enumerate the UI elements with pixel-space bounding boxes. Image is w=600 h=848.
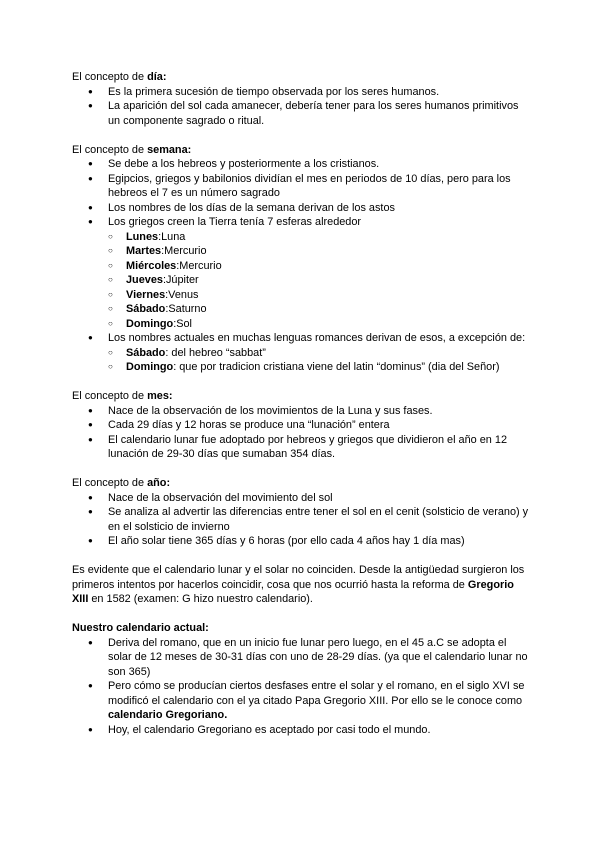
section-dia bbox=[72, 70, 532, 128]
section-heading bbox=[72, 70, 532, 85]
sub-list-days bbox=[72, 230, 532, 332]
heading-term: día: bbox=[147, 71, 167, 83]
bullet-list bbox=[72, 404, 532, 462]
paragraph-text: en 1582 (examen: G hizo nuestro calendario). bbox=[88, 593, 313, 605]
list-item: ● Deriva del romano, que en un inicio fue lunar pero luego, en el 45 a.C se adopta el solar de 12 meses de 30-31 días con uno de 28-29 días. (ya que el calendario lunar no son 365) bbox=[72, 636, 532, 680]
sub-list-exceptions bbox=[72, 346, 532, 375]
list-item: ● Cada 29 días y 12 horas se produce una “lunación” entera bbox=[72, 418, 532, 433]
day-name: Domingo bbox=[126, 361, 174, 373]
heading-term: mes: bbox=[147, 390, 173, 402]
day-star: :Júpiter bbox=[162, 274, 199, 286]
list-item: ● El calendario lunar fue adoptado por hebreos y griegos que dividieron el año en 12 lunación de 29-30 días que sumaban 354 días. bbox=[72, 433, 532, 462]
item-text: Pero cómo se producían ciertos desfases entre el solar y el romano, en el siglo XVI se modificó el calendario con el ya citado Papa Gregorio XIII. Por ello se le conoce como bbox=[108, 680, 525, 707]
list-item: ● Nace de la observación del movimiento del sol bbox=[72, 491, 532, 506]
sub-list-item bbox=[72, 302, 532, 317]
day-name: Miércoles bbox=[126, 259, 177, 272]
day-name: Viernes bbox=[126, 288, 166, 301]
day-star: :Sol bbox=[173, 317, 192, 330]
exception-text: : del hebreo “sabbat” bbox=[165, 346, 266, 359]
bullet-list bbox=[72, 636, 532, 738]
heading-term: semana: bbox=[147, 143, 192, 156]
list-item: ● Los griegos creen la Tierra tenía 7 esferas alrededor bbox=[72, 215, 532, 230]
day-star: :Luna bbox=[158, 230, 186, 243]
day-name: Jueves bbox=[126, 274, 163, 286]
section-ano bbox=[72, 476, 532, 549]
summary-paragraph bbox=[72, 563, 532, 607]
list-item: ● Egipcios, griegos y babilonios dividían el mes en periodos de 10 días, pero para los hebreos el 7 es un número sagrado bbox=[72, 172, 532, 201]
list-item: ● El año solar tiene 365 días y 6 horas (por ello cada 4 años hay 1 día mas) bbox=[72, 534, 532, 549]
list-item: ● Nace de la observación de los movimientos de la Luna y sus fases. bbox=[72, 404, 532, 419]
day-star: :Venus bbox=[165, 288, 199, 301]
sub-list-item bbox=[72, 259, 532, 274]
list-item: ● Es la primera sucesión de tiempo observada por los seres humanos. bbox=[72, 85, 532, 100]
exception-text: : que por tradicion cristiana viene del latin “dominus” (dia del Señor) bbox=[173, 361, 500, 373]
section-heading bbox=[72, 143, 532, 158]
day-name: Domingo bbox=[126, 317, 174, 330]
bullet-list bbox=[72, 157, 532, 230]
paragraph-bold: Gregorio XIII bbox=[72, 578, 514, 605]
heading-term: Nuestro calendario actual: bbox=[72, 622, 209, 634]
day-name: Lunes bbox=[126, 230, 159, 243]
section-mes bbox=[72, 389, 532, 462]
day-name: Martes bbox=[126, 245, 162, 257]
paragraph-text: Es evidente que el calendario lunar y el solar no coinciden. Desde la antigüedad surgieron los primeros intentos por hacerlos coincidir, cosa que nos ocurrió hasta la reforma de bbox=[72, 564, 525, 591]
day-name: Sábado bbox=[126, 303, 166, 315]
section-heading bbox=[72, 476, 532, 491]
sub-list-item bbox=[72, 244, 532, 259]
bullet-list bbox=[72, 491, 532, 549]
bullet-list bbox=[72, 331, 532, 346]
heading-term: año: bbox=[147, 477, 171, 489]
list-item: ● Los nombres actuales en muchas lenguas romances derivan de esos, a excepción de: bbox=[72, 331, 532, 346]
section-heading bbox=[72, 621, 532, 636]
list-item: ● La aparición del sol cada amanecer, debería tener para los seres humanos primitivos un componente sagrado o ritual. bbox=[72, 99, 532, 128]
sub-list-item bbox=[72, 288, 532, 303]
sub-list-item bbox=[72, 230, 532, 245]
day-star: :Mercurio bbox=[176, 259, 222, 272]
sub-list-item bbox=[72, 360, 532, 375]
sub-list-item bbox=[72, 273, 532, 288]
sub-list-item bbox=[72, 346, 532, 361]
heading-intro: El concepto de bbox=[72, 71, 148, 83]
list-item: ● Se analiza al advertir las diferencias entre tener el sol en el cenit (solsticio de verano) y en el solsticio de invierno bbox=[72, 505, 532, 534]
section-heading bbox=[72, 389, 532, 404]
list-item bbox=[72, 679, 532, 723]
bullet-list bbox=[72, 85, 532, 129]
day-star: :Mercurio bbox=[161, 245, 207, 257]
heading-intro: El concepto de bbox=[72, 390, 148, 402]
list-item: ● Hoy, el calendario Gregoriano es aceptado por casi todo el mundo. bbox=[72, 723, 532, 738]
day-name: Sábado bbox=[126, 346, 166, 359]
sub-list-item bbox=[72, 317, 532, 332]
list-item: ● Los nombres de los días de la semana derivan de los astos bbox=[72, 201, 532, 216]
section-semana bbox=[72, 143, 532, 375]
list-item: ● Se debe a los hebreos y posteriormente a los cristianos. bbox=[72, 157, 532, 172]
heading-intro: El concepto de bbox=[72, 477, 148, 489]
document-body bbox=[72, 70, 532, 737]
section-calendario bbox=[72, 621, 532, 737]
heading-intro: El concepto de bbox=[72, 143, 148, 156]
day-star: :Saturno bbox=[165, 303, 207, 315]
item-bold: calendario Gregoriano. bbox=[108, 709, 228, 721]
